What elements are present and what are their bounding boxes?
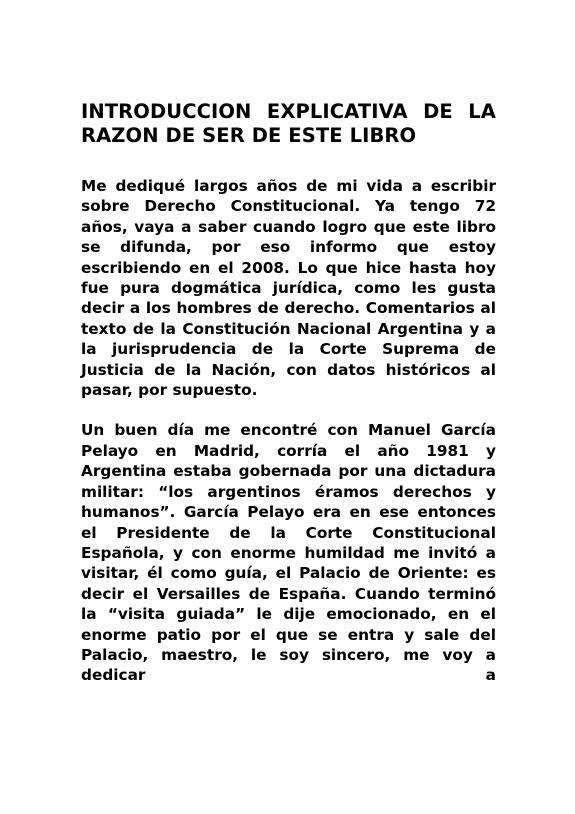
document-page bbox=[81, 100, 496, 686]
paragraph-2: Un buen día me encontré con Manuel García Pelayo en Madrid, corría el año 1981 y Argentina estaba gobernada por una dictadura militar: “los argentinos éramos derechos y humanos”. García Pelayo era en ese entonces el Presidente de la Corte Constitucional Española, y con enorme humildad me invitó a visitar, él como guía, el Palacio de Oriente: es decir el Versailles de España. Cuando terminó la “visita guiada” le dije emocionado, en el enorme patio por el que se entra y sale del Palacio, maestro, le soy sincero, me voy a dedicar a bbox=[81, 421, 496, 685]
paragraph-1: Me dediqué largos años de mi vida a escribir sobre Derecho Constitucional. Ya tengo 72 años, vaya a saber cuando logro que este libro se difunda, por eso informo que estoy escribiendo en el 2008. Lo que hice hasta hoy fue pura dogmática jurídica, como les gusta decir a los hombres de derecho. Comentarios al texto de la Constitución Nacional Argentina y a la jurisprudencia de la Corte Suprema de Justicia de la Nación, con datos históricos al pasar, por supuesto. bbox=[81, 177, 496, 400]
document-title: INTRODUCCION EXPLICATIVA DE LA RAZON DE SER DE ESTE LIBRO bbox=[81, 100, 496, 147]
